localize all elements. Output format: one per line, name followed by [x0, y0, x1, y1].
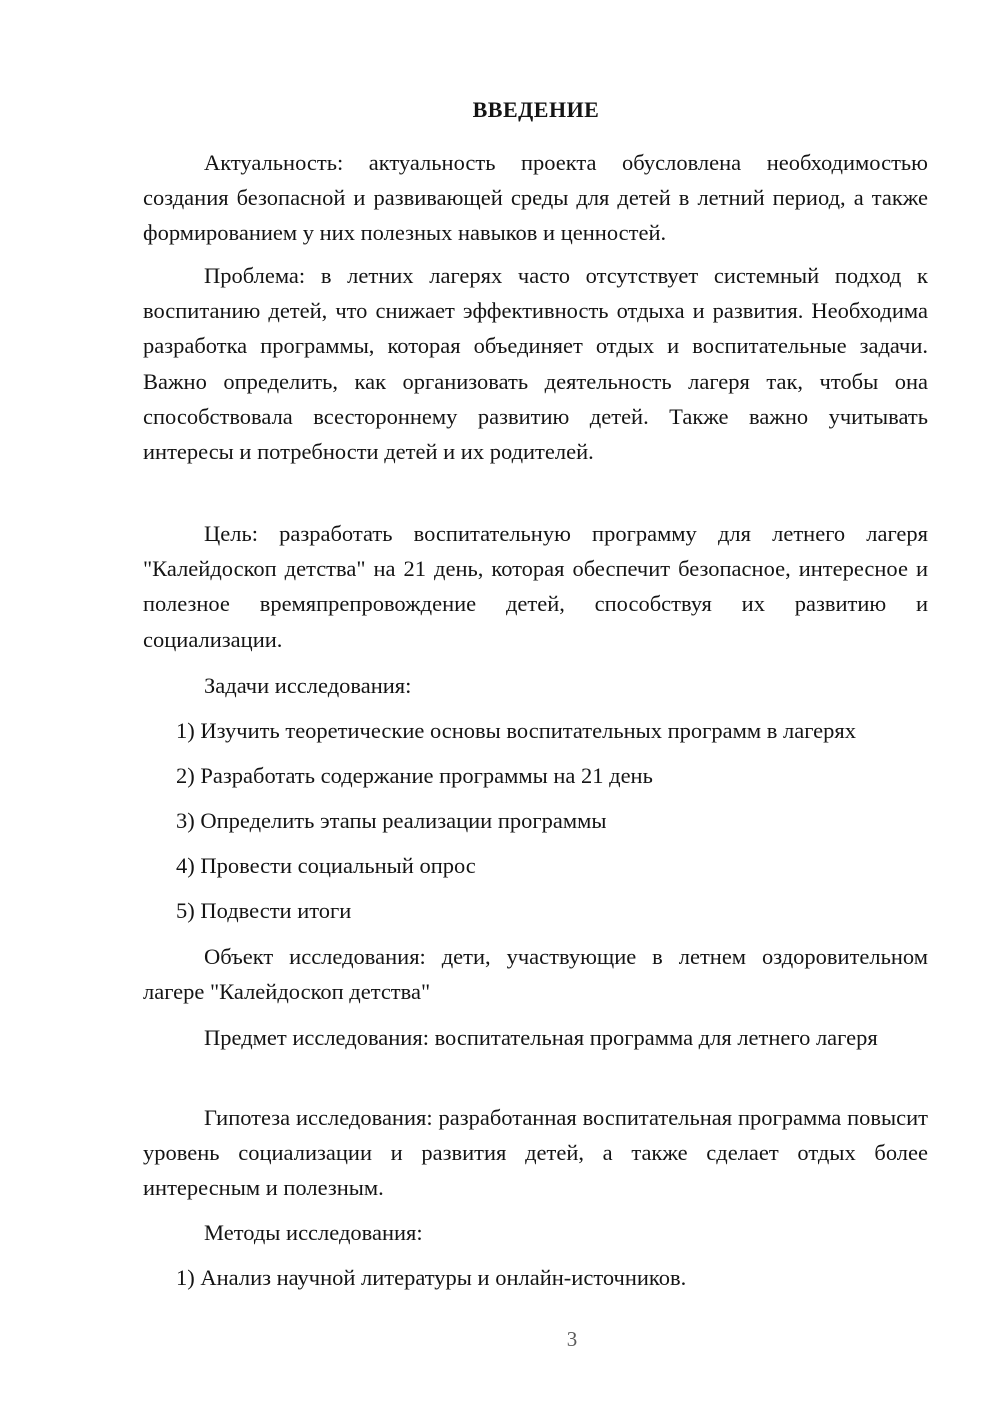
task-item-3: 3) Определить этапы реализации программы [176, 808, 607, 833]
goal-paragraph: Цель: разработать воспитательную программу для летнего лагеря "Калейдоскоп детства" на 21 день, которая обеспечит безопасное, интересное и полезное времяпрепровождение детей, способствуя их развитию и социализации. [143, 521, 928, 652]
subject-paragraph: Предмет исследования: воспитательная программа для летнего лагеря [204, 1025, 878, 1050]
task-item-2: 2) Разработать содержание программы на 21 день [176, 763, 653, 788]
method-item-1: 1) Анализ научной литературы и онлайн-источников. [176, 1265, 687, 1290]
problem-paragraph: Проблема: в летних лагерях часто отсутствует системный подход к воспитанию детей, что снижает эффективность отдыха и развития. Необходима разработка программы, которая объединяет отдых и воспитательные задачи. Важно определить, как организовать деятельность лагеря так, чтобы она способствовала всестороннему развитию детей. Также важно учитывать интересы и потребности детей и их родителей. [143, 263, 928, 465]
task-item-5: 5) Подвести итоги [176, 898, 352, 923]
relevance-paragraph: Актуальность: актуальность проекта обусловлена необходимостью создания безопасной и развивающей среды для детей в летний период, а также формированием у них полезных навыков и ценностей. [143, 150, 928, 246]
page-number: 3 [566, 1327, 578, 1351]
tasks-heading: Задачи исследования: [204, 673, 412, 698]
section-heading: ВВЕДЕНИЕ [472, 97, 600, 122]
task-item-1: 1) Изучить теоретические основы воспитательных программ в лагерях [176, 718, 856, 743]
hypothesis-paragraph: Гипотеза исследования: разработанная воспитательная программа повысит уровень социализации и развития детей, а также сделает отдых более интересным и полезным. [143, 1105, 928, 1201]
object-paragraph: Объект исследования: дети, участвующие в летнем оздоровительном лагере "Калейдоскоп детства" [143, 944, 928, 1005]
task-item-4: 4) Провести социальный опрос [176, 853, 476, 878]
methods-heading: Методы исследования: [204, 1220, 423, 1245]
